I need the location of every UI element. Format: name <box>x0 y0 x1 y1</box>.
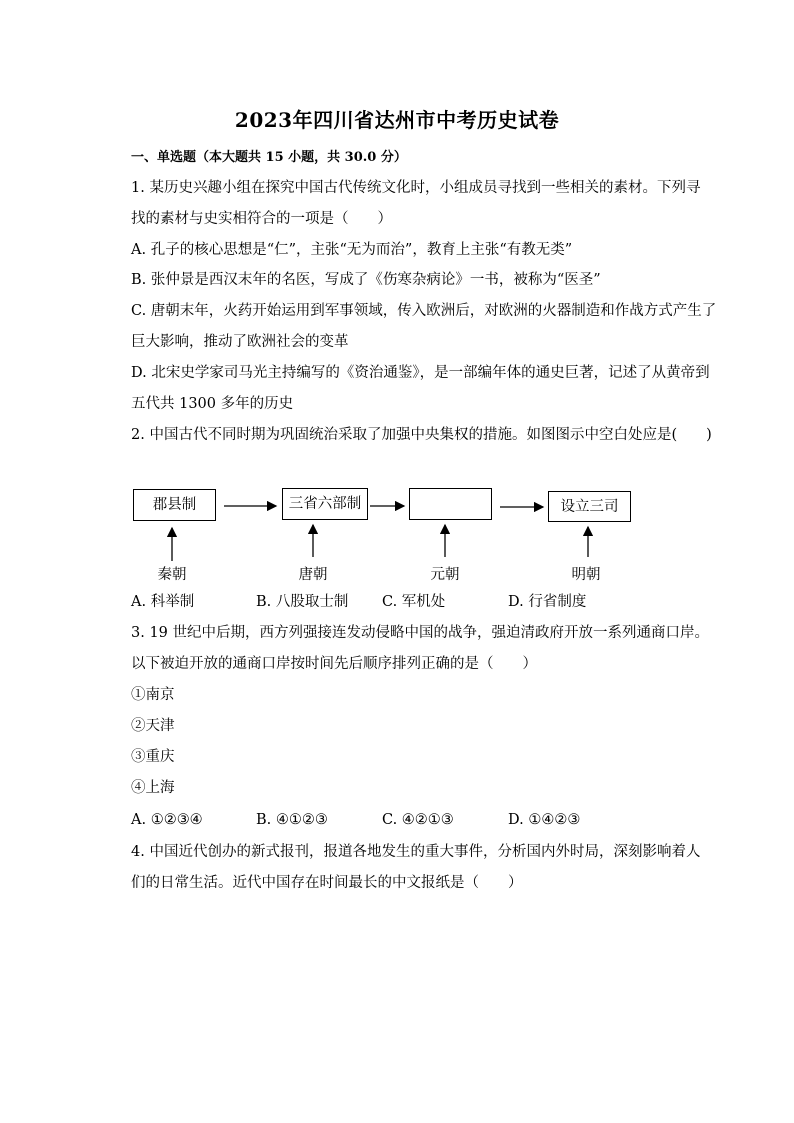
q3-item-2: ②天津 <box>131 718 175 734</box>
q4-stem-line1: 4. 中国近代创办的新式报刊，报道各地发生的重大事件，分析国内外时局，深刻影响着人 <box>131 844 701 860</box>
q2-stem: 2. 中国古代不同时期为巩固统治采取了加强中央集权的措施。如图图示中空白处应是( ) <box>131 427 712 443</box>
q1-option-c-line1: C. 唐朝末年，火药开始运用到军事领域，传入欧洲后，对欧洲的火器制造和作战方式产生了 <box>131 303 717 319</box>
q3-stem-line1: 3. 19 世纪中后期，西方列强接连发动侵略中国的战争，强迫清政府开放一系列通商口岸。 <box>131 625 709 641</box>
q3-stem-line2: 以下被迫开放的通商口岸按时间先后顺序排列正确的是（ ） <box>131 656 537 672</box>
section-heading: 一、单选题（本大题共 15 小题，共 30.0 分） <box>131 150 407 165</box>
q1-stem-line1: 1. 某历史兴趣小组在探究中国古代传统文化时，小组成员寻找到一些相关的素材。下列寻 <box>131 180 701 196</box>
diagram-box-shezhisansi: 设立三司 <box>548 491 631 522</box>
diagram-box-junxianzhi: 郡县制 <box>133 489 216 521</box>
q1-option-b: B. 张仲景是西汉末年的名医，写成了《伤寒杂病论》一书，被称为“医圣” <box>131 272 601 288</box>
diagram-box-sanshengliubu: 三省六部制 <box>282 488 368 520</box>
diagram-label-tang: 唐朝 <box>298 567 328 583</box>
q3-option-a: A. ①②③④ <box>131 812 203 828</box>
diagram-label-qin: 秦朝 <box>157 567 187 583</box>
q1-option-d-line2: 五代共 1300 多年的历史 <box>131 396 294 412</box>
diagram-label-ming: 明朝 <box>571 567 601 583</box>
page-title: 2023年四川省达州市中考历史试卷 <box>234 108 560 132</box>
q3-option-c: C. ④②①③ <box>382 812 454 828</box>
q2-option-d: D. 行省制度 <box>508 594 587 610</box>
q2-option-b: B. 八股取士制 <box>256 594 349 610</box>
diagram-box-blank <box>409 488 492 520</box>
q2-option-a: A. 科举制 <box>131 594 195 610</box>
q3-item-1: ①南京 <box>131 687 175 703</box>
q4-stem-line2: 们的日常生活。近代中国存在时间最长的中文报纸是（ ） <box>131 875 523 891</box>
q2-option-c: C. 军机处 <box>382 594 446 610</box>
q1-option-d-line1: D. 北宋史学家司马光主持编写的《资治通鉴》，是一部编年体的通史巨著，记述了从黄帝到 <box>131 365 710 381</box>
q1-option-c-line2: 巨大影响，推动了欧洲社会的变革 <box>131 334 349 350</box>
q3-option-d: D. ①④②③ <box>508 812 581 828</box>
q1-option-a: A. 孔子的核心思想是“仁”，主张“无为而治”，教育上主张“有教无类” <box>131 242 573 258</box>
q1-stem-line2: 找的素材与史实相符合的一项是（ ） <box>131 211 392 227</box>
q3-item-4: ④上海 <box>131 780 175 796</box>
q3-option-b: B. ④①②③ <box>256 812 328 828</box>
diagram-label-yuan: 元朝 <box>430 567 460 583</box>
q3-item-3: ③重庆 <box>131 749 175 765</box>
